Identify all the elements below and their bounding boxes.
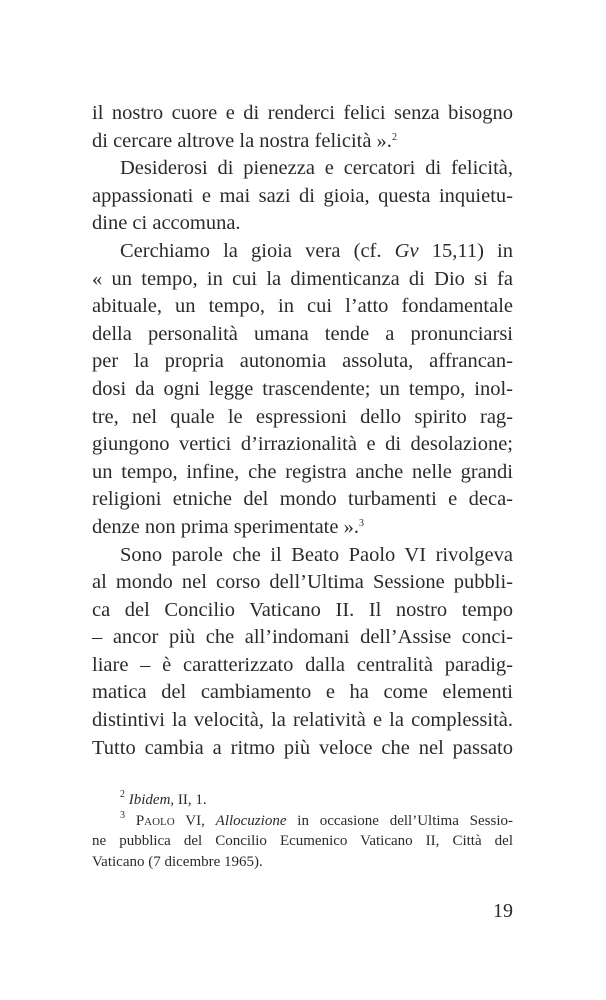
text-line: Desiderosi di pienezza e cercatori di felicità, [120,157,513,180]
line-text: di cercare altrove la nostra felicità ». [92,129,392,152]
text-line: appassionati e mai sazi di gioia, questa inquietu- [92,184,513,207]
text-line: tre, nel quale le espressioni dello spirito rag- [92,405,513,428]
footnote-3-line: ne pubblica del Concilio Ecumenico Vaticano II, Città del [92,833,513,849]
text-line: un tempo, infine, che registra anche nelle grandi [92,460,513,483]
text-line: della personalità umana tende a pronunciarsi [92,322,513,345]
text-line: – ancor più che all’indomani dell’Assise conci- [92,626,513,649]
footnote-ref[interactable]: 3 [358,517,364,529]
text-line: religioni etniche del mondo turbamenti e deca- [92,488,513,511]
line-text: Cerchiamo la gioia vera (cf. [120,239,395,262]
page-number: 19 [493,900,513,922]
text-line: il nostro cuore e di renderci felici senza bisogno [92,102,513,124]
footnote-italic: Ibidem [128,792,171,808]
text-line: liare – è caratterizzato dalla centralità paradig- [92,653,513,676]
footnote-3-line: Vaticano (7 dicembre 1965). [92,853,263,870]
body-text [92,100,513,762]
text-line [92,514,513,542]
text-line: Sono parole che il Beato Paolo VI rivolgeva [120,543,513,566]
text-line [92,238,513,266]
footnote-3 [92,811,513,832]
line-text: 15,11) in [418,239,514,262]
text-line: distintivi la velocità, la relatività e la complessità. [92,709,513,732]
text-line: dosi da ogni legge trascendente; un tempo, inol- [92,377,513,400]
footnote-italic: Allocuzione [215,812,287,829]
bible-reference: Gv [394,239,419,262]
text-line: al mondo nel corso dell’Ultima Sessione pubbli- [92,571,513,594]
text-line: per la propria autonomia assoluta, affrancan- [92,350,513,373]
footnotes [92,790,513,872]
text-line: abituale, un tempo, in cui l’atto fondamentale [92,295,513,318]
line-text: denze non prima sperimentate ». [92,515,359,538]
text-line: dine ci accomuna. [92,212,241,235]
footnote-number: 2 [120,789,125,800]
text-line: matica del cambiamento e ha come elementi [92,681,513,704]
footnote-text: , II, 1. [170,792,207,808]
footnote-text: VI, [174,812,216,829]
text-line: giungono vertici d’irrazionalità e di desolazione; [92,433,513,456]
footnote-ref[interactable]: 2 [391,131,397,143]
text-line: Tutto cambia a ritmo più veloce che nel passato [92,736,513,759]
text-line: ca del Concilio Vaticano II. Il nostro tempo [92,598,513,621]
footnote-2 [92,790,513,811]
text-line: « un tempo, in cui la dimenticanza di Dio si fa [92,267,513,290]
footnote-number: 3 [120,809,125,821]
footnote-author: Paolo [135,812,175,829]
text-line [92,128,513,156]
footnote-text: in occasione dell’Ultima Sessio- [286,812,514,829]
